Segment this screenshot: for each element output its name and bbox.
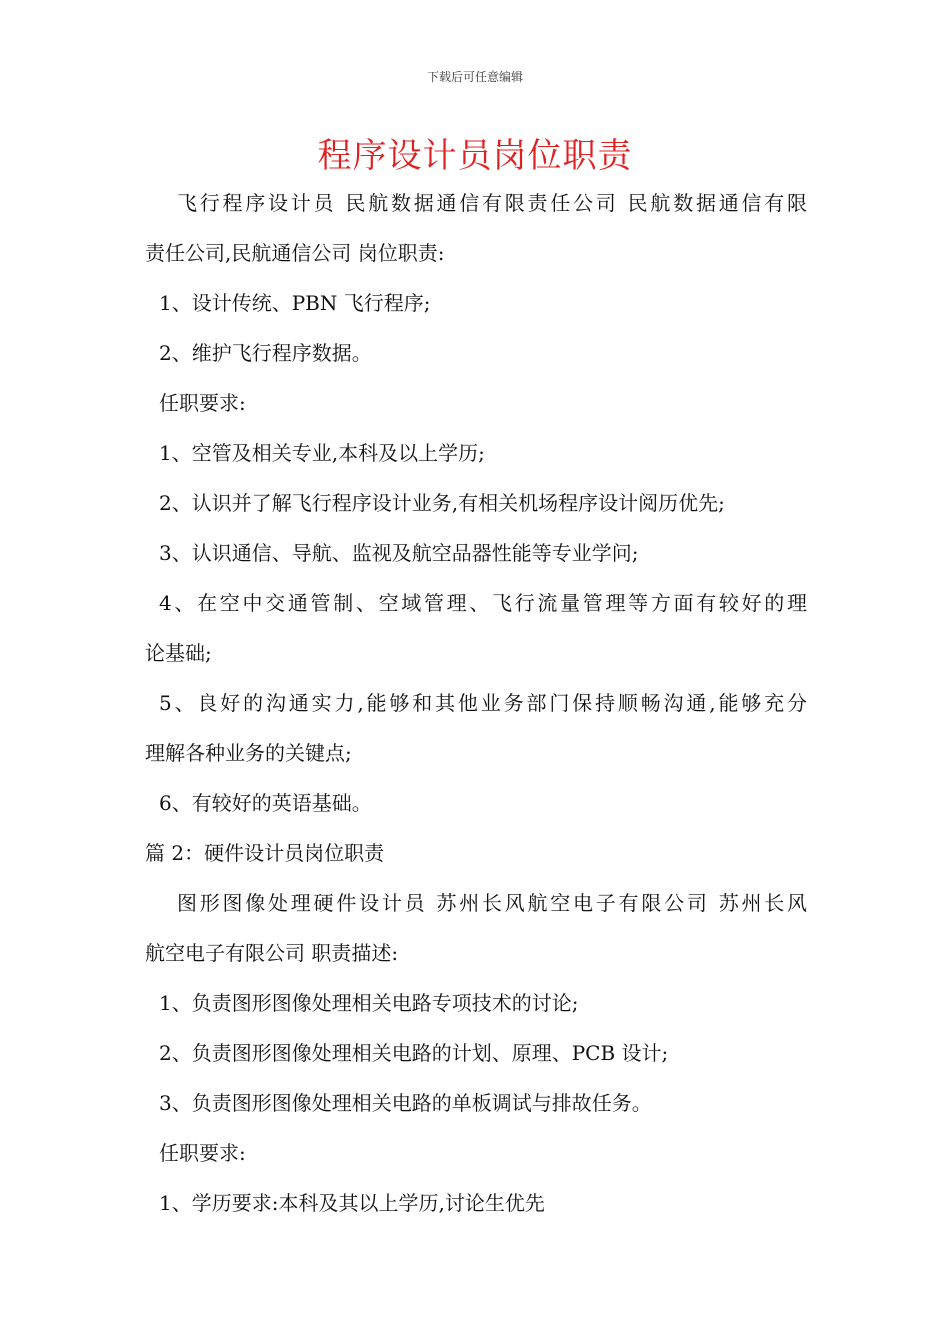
list-item: 3、负责图形图像处理相关电路的单板调试与排故任务。 bbox=[159, 1091, 652, 1115]
list-item: 6、有较好的英语基础。 bbox=[159, 791, 372, 815]
list-item-continuation: 理解各种业务的关键点; bbox=[145, 741, 352, 765]
section-label: 任职要求: bbox=[159, 1141, 246, 1165]
list-item: 2、维护飞行程序数据。 bbox=[159, 341, 372, 365]
list-item: 3、认识通信、导航、监视及航空品器性能等专业学问; bbox=[159, 541, 639, 565]
list-item-continuation: 论基础; bbox=[145, 641, 212, 665]
list-item: 1、学历要求:本科及其以上学历,讨论生优先 bbox=[159, 1191, 545, 1215]
list-item: 2、认识并了解飞行程序设计业务,有相关机场程序设计阅历优先; bbox=[159, 491, 725, 515]
list-item: 5、良好的沟通实力,能够和其他业务部门保持顺畅沟通,能够充分 bbox=[159, 691, 807, 715]
section-heading: 篇 2：硬件设计员岗位职责 bbox=[145, 841, 385, 865]
list-item: 1、设计传统、PBN 飞行程序; bbox=[159, 291, 431, 315]
list-item: 1、空管及相关专业,本科及以上学历; bbox=[159, 441, 485, 465]
paragraph-line: 责任公司,民航通信公司 岗位职责: bbox=[145, 241, 445, 265]
list-item: 2、负责图形图像处理相关电路的计划、原理、PCB 设计; bbox=[159, 1041, 669, 1065]
document-body bbox=[145, 178, 807, 1228]
list-item: 4、在空中交通管制、空域管理、飞行流量管理等方面有较好的理 bbox=[159, 591, 807, 615]
paragraph-line: 飞行程序设计员 民航数据通信有限责任公司 民航数据通信有限 bbox=[177, 191, 807, 215]
document-title: 程序设计员岗位职责 bbox=[317, 136, 633, 176]
paragraph-line: 航空电子有限公司 职责描述: bbox=[145, 941, 399, 965]
header-note: 下载后可任意编辑 bbox=[426, 70, 523, 84]
list-item: 1、负责图形图像处理相关电路专项技术的讨论; bbox=[159, 991, 579, 1015]
paragraph-line: 图形图像处理硬件设计员 苏州长风航空电子有限公司 苏州长风 bbox=[177, 891, 807, 915]
section-label: 任职要求: bbox=[159, 391, 246, 415]
